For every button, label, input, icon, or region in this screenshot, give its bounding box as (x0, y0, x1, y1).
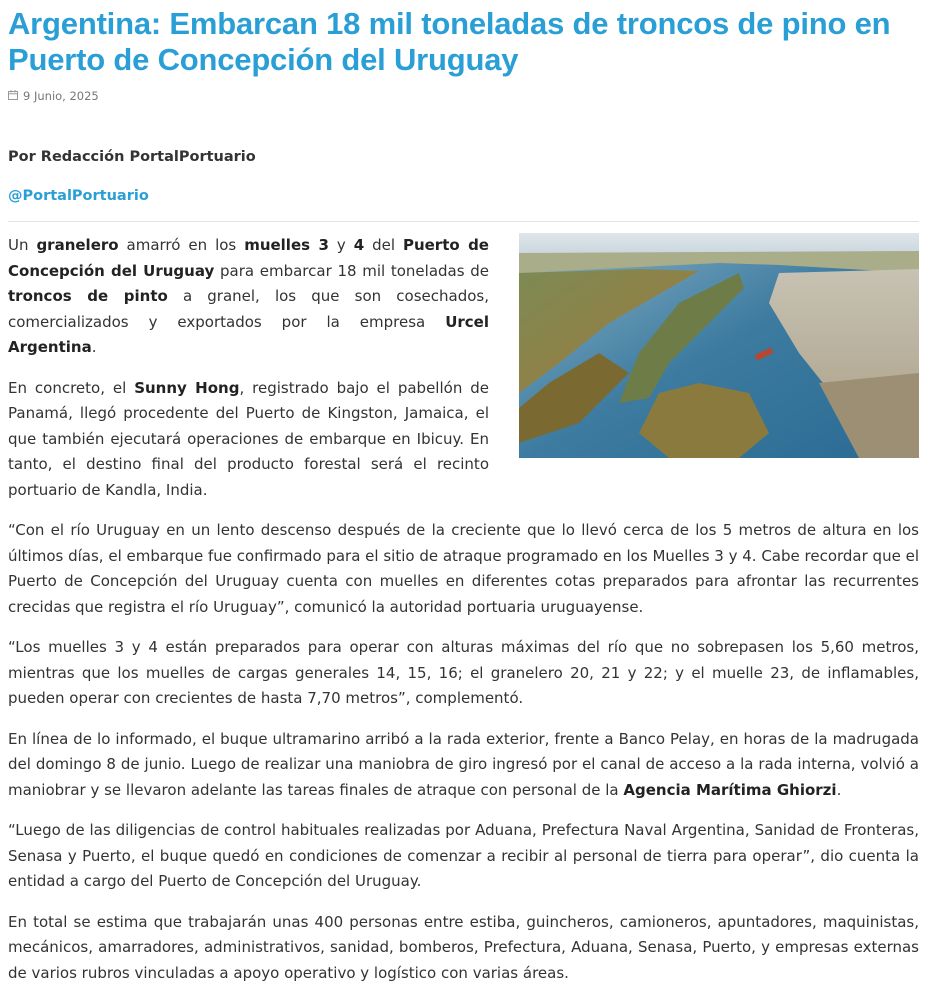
calendar-icon (8, 89, 18, 103)
bold-text: 4 (354, 236, 364, 254)
paragraph-text: “Con el río Uruguay en un lento descenso después de la creciente que lo llevó cerca de los 5 metros de altura en los últimos días, el embarque fue confirmado para el sitio de atraque programado en los Muelles 3 y 4. Cabe recordar que el Puerto de Concepción del Uruguay cuenta con muelles en diferentes cotas preparados para afrontar las recurrentes crecidas que registra el río Uruguay”, comunicó la autoridad portuaria uruguayense. (8, 521, 919, 616)
bold-text: Sunny Hong (134, 379, 239, 397)
paragraph (8, 635, 919, 712)
paragraph (8, 727, 919, 804)
paragraph-text: a granel, los que son cosechados, comercializados y exportados por la empresa (8, 287, 489, 331)
paragraph-text: , registrado bajo el pabellón de Panamá, llegó procedente del Puerto de Kingston, Jamaica, el que también ejecutará operaciones de embarque en Ibicuy. En tanto, el destino final del producto forestal será el recinto portuario de Kandla, India. (8, 379, 489, 499)
paragraph-text: . (837, 781, 842, 799)
paragraph-text: “Los muelles 3 y 4 están preparados para operar con alturas máximas del río que no sobrepasen los 5,60 metros, mientras que los muelles de cargas generales 14, 15, 16; el granelero 20, 21 y 22; y el muelle 23, de inflamables, pueden operar con crecientes de hasta 7,70 metros”, complementó. (8, 638, 919, 707)
paragraph-text: del (364, 236, 403, 254)
author-byline: Por Redacción PortalPortuario (8, 149, 919, 165)
article-date (8, 89, 919, 103)
article-photo (519, 233, 919, 458)
paragraph-text: En línea de lo informado, el buque ultramarino arribó a la rada exterior, frente a Banco Pelay, en horas de la madrugada del domingo 8 de junio. Luego de realizar una maniobra de giro ingresó por el canal de acceso a la rada interna, volvió a maniobrar y se llevaron adelante las tareas finales de atraque con personal de la (8, 730, 919, 799)
paragraph (8, 818, 919, 895)
paragraph-text: para embarcar 18 mil toneladas de (214, 262, 489, 280)
paragraph-text: “Luego de las diligencias de control habituales realizadas por Aduana, Prefectura Naval Argentina, Sanidad de Fronteras, Senasa y Puerto, el buque quedó en condiciones de comenzar a recibir al personal de tierra para operar”, dio cuenta la entidad a cargo del Puerto de Concepción del Uruguay. (8, 821, 919, 890)
paragraph-text: amarró en los (119, 236, 245, 254)
article-body (8, 233, 919, 986)
bold-text: troncos de pinto (8, 287, 168, 305)
divider (8, 221, 919, 222)
article-title: Argentina: Embarcan 18 mil toneladas de troncos de pino en Puerto de Concepción del Uruguay (8, 0, 913, 78)
bold-text: Agencia Marítima Ghiorzi (623, 781, 836, 799)
paragraph-text: y (329, 236, 354, 254)
paragraph-text: En concreto, el (8, 379, 134, 397)
bold-text: muelles 3 (244, 236, 329, 254)
bold-text: granelero (36, 236, 118, 254)
bold-text: Urcel Argentina (8, 313, 489, 357)
bold-text: Puerto de Concepción del Uruguay (8, 236, 489, 280)
paragraph-text: Un (8, 236, 36, 254)
date-text: 9 Junio, 2025 (23, 89, 99, 103)
paragraph-text: En total se estima que trabajarán unas 400 personas entre estiba, guincheros, camioneros, apuntadores, maquinistas, mecánicos, amarradores, administrativos, sanidad, bomberos, Prefectura, Aduana, Senasa, Puerto, y empresas externas de varios rubros vinculadas a apoyo operativo y logístico con varias áreas. (8, 913, 919, 982)
author-handle-link[interactable]: @PortalPortuario (8, 188, 919, 204)
paragraph-text: . (92, 338, 97, 356)
paragraph (8, 910, 919, 986)
paragraph (8, 518, 919, 620)
